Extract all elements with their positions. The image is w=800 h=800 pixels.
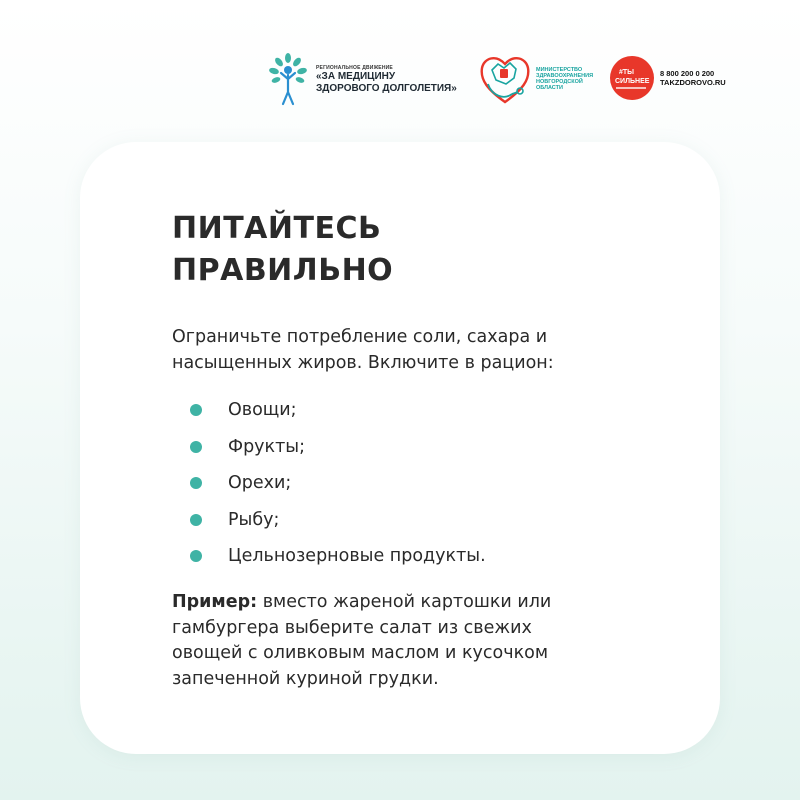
ministry-line-1: МИНИСТЕРСТВО: [536, 67, 583, 74]
list-item-label: Фрукты;: [228, 436, 306, 457]
bullet-dot-icon: [190, 550, 202, 562]
list-item: [190, 502, 486, 539]
page-title: [172, 208, 393, 292]
header: [0, 48, 800, 118]
intro-line-1: Ограничьте потребление соли, сахара и: [172, 327, 548, 347]
movement-title-line-1: «ЗА МЕДИЦИНУ: [316, 71, 396, 83]
example-label: Пример:: [172, 592, 258, 612]
ministry-text: [536, 68, 593, 91]
list-item-label: Цельнозерновые продукты.: [228, 546, 486, 567]
hotline-phone: 8 800 200 0 200: [660, 69, 715, 78]
bullet-dot-icon: [190, 477, 202, 489]
bullet-dot-icon: [190, 441, 202, 453]
bullet-dot-icon: [190, 514, 202, 526]
ministry-logo: [478, 50, 593, 110]
movement-text: [316, 66, 457, 95]
example-paragraph: [172, 590, 642, 692]
title-line-2: ПРАВИЛЬНО: [172, 253, 394, 288]
example-line-4: запеченной куриной грудки.: [172, 668, 439, 689]
example-line-1: [172, 590, 642, 616]
list-item: [190, 429, 486, 466]
list-item: [190, 538, 486, 575]
list-item-label: Овощи;: [228, 400, 297, 421]
badge-mid-text: СИЛЬНЕЕ: [615, 78, 650, 85]
food-list: [190, 392, 486, 575]
title-line-1: ПИТАЙТЕСЬ: [172, 211, 382, 246]
heart-map-stethoscope-logo-icon: [478, 50, 532, 110]
movement-logo: [266, 52, 457, 108]
list-item: [190, 392, 486, 429]
list-item: [190, 465, 486, 502]
ministry-line-3: НОВГОРОДСКОЙ: [536, 79, 583, 85]
tree-figure-logo-icon: [266, 52, 310, 108]
ministry-line-2: ЗДРАВООХРАНЕНИЯ: [536, 73, 594, 80]
website-link: TAKZDOROVO.RU: [660, 78, 726, 87]
list-item-label: Рыбу;: [228, 509, 280, 530]
intro-line-2: насыщенных жиров. Включите в рацион:: [172, 353, 554, 373]
ministry-line-4: ОБЛАСТИ: [536, 84, 563, 91]
badge-top-text: #ТЫ: [619, 69, 635, 76]
ty-silnee-logo: [610, 56, 726, 100]
ty-silnee-contacts: [660, 69, 726, 87]
movement-title-line-2: ЗДОРОВОГО ДОЛГОЛЕТИЯ»: [316, 82, 457, 94]
ty-silnee-red-badge-icon: [610, 56, 654, 100]
movement-small-caption: РЕГИОНАЛЬНОЕ ДВИЖЕНИЕ: [316, 64, 393, 71]
example-line-1-text: вместо жареной картошки или: [257, 592, 552, 612]
list-item-label: Орехи;: [228, 473, 292, 494]
example-line-3: овощей с оливковым маслом и кусочком: [172, 643, 549, 663]
intro-paragraph: [172, 324, 632, 376]
bullet-dot-icon: [190, 404, 202, 416]
content-card: [80, 142, 720, 754]
example-line-2: гамбургера выберите салат из свежих: [172, 617, 532, 638]
